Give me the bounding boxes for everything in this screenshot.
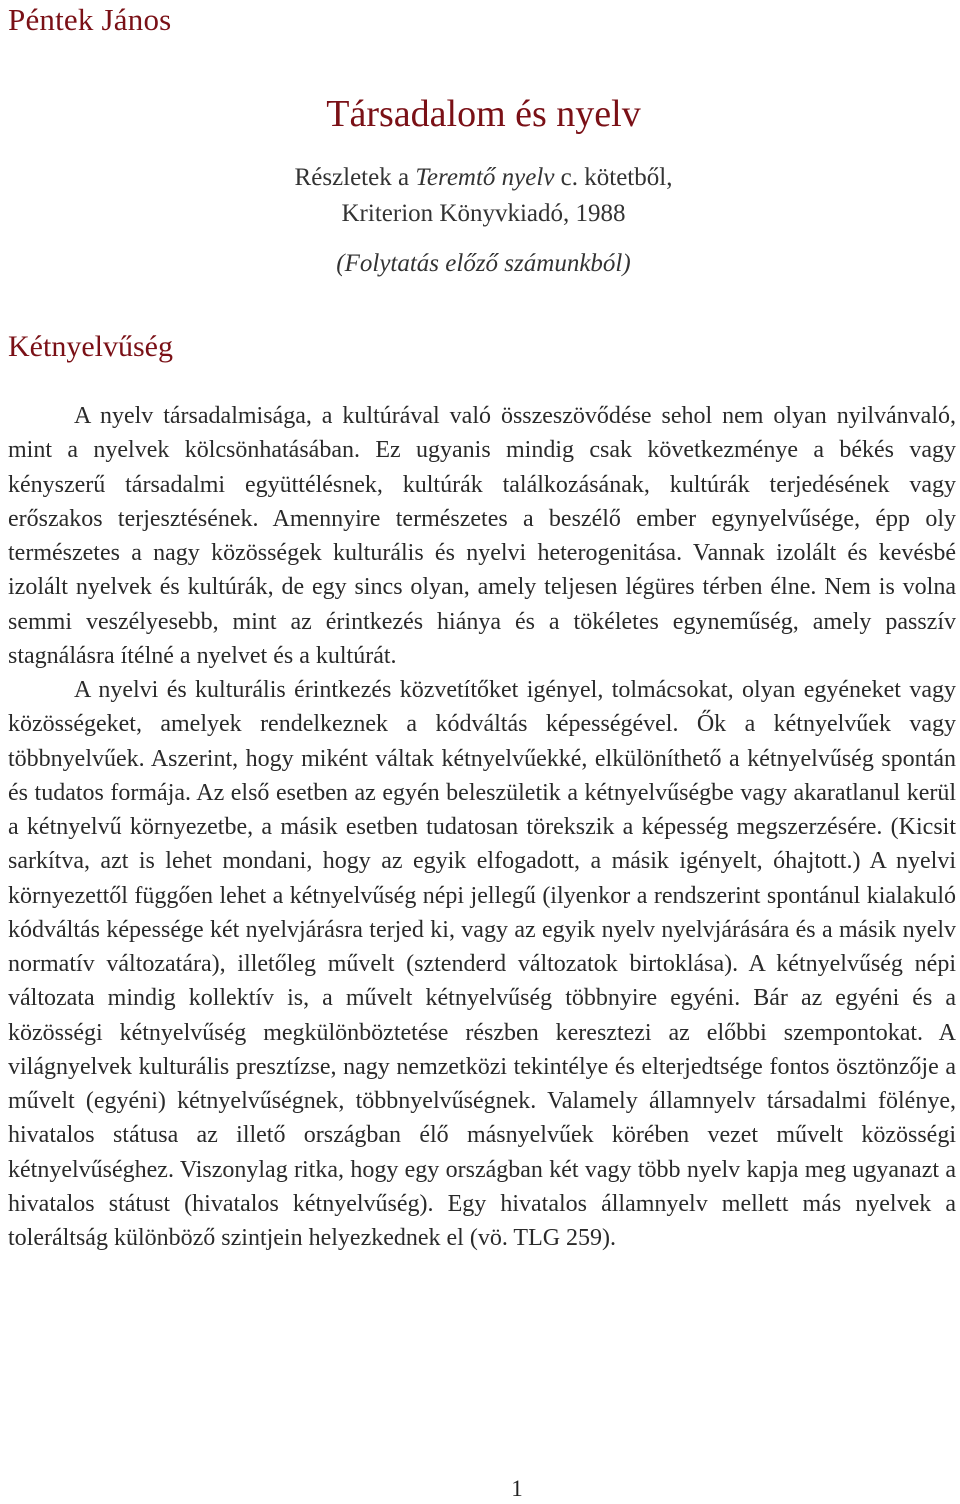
body-paragraph: A nyelv társadalmisága, a kultúrával való összeszövődése sehol nem olyan nyilvánvaló, mint a nyelvek kölcsönhatásában. Ez ugyanis mindig csak következménye a békés vagy kényszerű társadalmi együttélésnek, kultúrák találkozásának, kultúrák terjedésének vagy erőszakos terjesztésének. Amennyire természetes a beszélő ember egynyelvűsége, épp oly természetes a nagy közösségek kulturális és nyelvi heterogenitása. Vannak izolált és kevésbé izolált nyelvek és kultúrák, de egy sincs olyan, amely teljesen légüres térben élne. Nem is volna semmi veszélyesebb, mint az érintkezés hiánya és a tökéletes egyneműség, amely passzív stagnálásra ítélné a nyelvet és a kultúrát.	[8, 403, 956, 669]
article-title: Társadalom és nyelv	[326, 93, 641, 135]
source-suffix: c. kötetből,	[554, 164, 673, 191]
continuation-note: (Folytatás előző számunkból)	[336, 250, 631, 277]
book-title: Teremtő nyelv	[415, 164, 555, 191]
section-heading: Kétnyelvűség	[8, 330, 173, 363]
body-paragraph: A nyelvi és kulturális érintkezés közvetítőket igényel, tolmácsokat, olyan egyéneket vagy közösségeket, amelyek rendelkeznek a kódváltás képességével. Ők a kétnyelvűek vagy többnyelvűek. Aszerint, hogy miként váltak kétnyelvűekké, elkülöníthető a kétnyelvűség spontán és tudatos formája. Az első esetben az egyén beleszületik a kétnyelvűségbe vagy akaratlanul kerül a kétnyelvű környezetbe, a másik esetben tudatosan törekszik a képesség megszerzésére. (Kicsit sarkítva, azt is lehet mondani, hogy az egyik elfogadott, a másik igényelt, óhajtott.) A nyelvi környezettől függően lehet a kétnyelvűség népi jellegű (ilyenkor a rendszerint spontánul kialakuló kódváltás képessége két nyelvjárásra terjed ki, vagy az egyik nyelv nyelvjárására és a másik nyelv normatív változatára), illetőleg művelt (sztenderd változatok birtoklása). A kétnyelvűség népi változata mindig kollektív is, a művelt kétnyelvűség többnyire egyéni. Bár az egyéni és a közösségi kétnyelvűség megkülönböztetése részben keresztezi az előbbi szempontokat. A világnyelvek kulturális presztízse, nagy nemzetközi tekintélye és elterjedtsége fontos ösztönzője a művelt (egyéni) kétnyelvűségnek, többnyelvűségnek. Valamely államnyelv társadalmi fölénye, hivatalos státusa az illető országban élő másnyelvűek körében vezet művelt közösségi kétnyelvűséghez. Viszonylag ritka, hogy egy országban két vagy több nyelv kapja meg ugyanazt a hivatalos státust (hivatalos kétnyelvűség). Egy hivatalos államnyelv mellett más nyelvek a toleráltság különböző szintjein helyezkednek el (vö. TLG 259).	[8, 677, 956, 1251]
article-subtitle	[0, 160, 960, 232]
page-number: 1	[511, 1476, 523, 1501]
article-body	[8, 399, 956, 1255]
publisher-line: Kriterion Könyvkiadó, 1988	[341, 200, 626, 227]
source-prefix: Részletek a	[294, 164, 416, 191]
source-line	[7, 160, 960, 196]
author-name: Péntek János	[8, 2, 172, 37]
